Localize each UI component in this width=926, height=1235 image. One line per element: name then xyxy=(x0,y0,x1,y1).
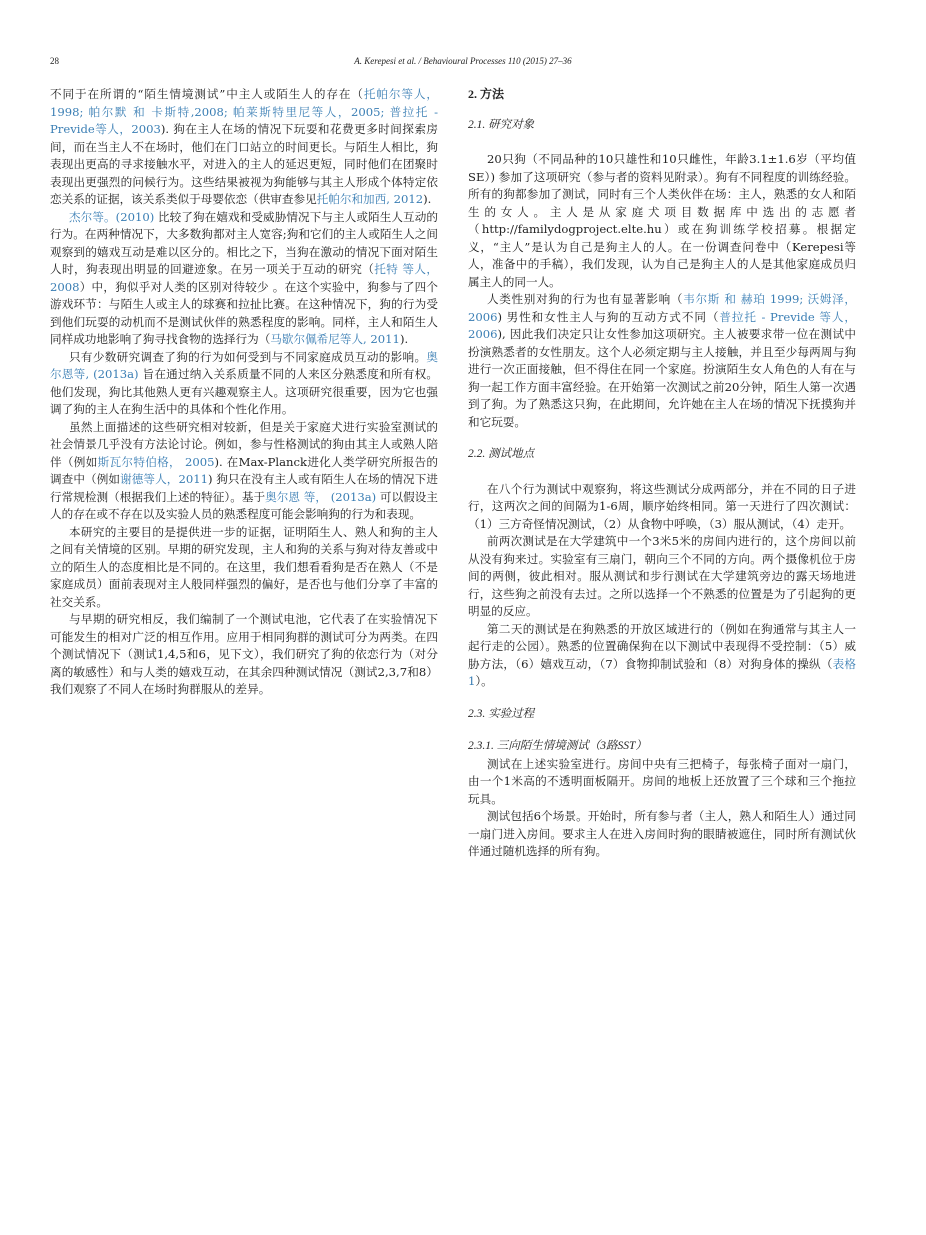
citation-link[interactable]: 奥尔恩等, (2013a) xyxy=(50,349,438,381)
section-heading: 2. 方法 xyxy=(468,87,505,101)
paragraph: 不同于在所谓的“陌生情境测试”中主人或陌生人的存在（托帕尔等人， 1998; 帕尔默 和 卡斯特,2008; 帕莱斯特里尼等人，2005; 普拉托 - Previde等人，2003). 狗在主人在场的情况下玩耍和花费更多时间探索房间，而在当主人不在场时，他们在门口站立的时间更长。与陌生人相比，狗表现出更高的寻求接触水平，对进入的主人的延迟更短，同时他们在团聚时表现出更强烈的问候行为。这些结果被视为狗能够与其主人形成个体特定依恋关系的证据，该关系类似于母婴依恋（供审查参见托帕尔和加西, 2012). xyxy=(50,87,438,206)
citation-link[interactable]: 斯瓦尔特伯格， 2005 xyxy=(97,454,215,469)
paragraph: 杰尔等。(2010) 比较了狗在嬉戏和受威胁情况下与主人或陌生人互动的行为。在两种情况下，大多数狗都对主人宽容;狗和它们的主人或陌生人之间观察到的嬉戏互动是难以区分的。相比之下，当狗在激动的情况下面对陌生人时，狗表现出明显的回避迹象。在另一项关于互动的研究（托特 等人， 2008）中，狗似乎对人类的区别对待较少 。在这个实验中，狗参与了四个游戏环节：与陌生人或主人的球赛和拉扯比赛。在这种情况下，狗的行为受到他们玩耍的动机而不是测试伙伴的熟悉程度的影响。同样，主人和陌生人同样成功地影响了狗寻找食物的选择行为（马歇尔佩希尼等人, 2011). xyxy=(50,209,438,346)
citation-link[interactable]: 托帕尔等人， 1998; 帕尔默 和 卡斯特,2008; 帕莱斯特里尼等人，2005; 普拉托 - Previde等人，2003 xyxy=(50,87,438,136)
paragraph: 20只狗（不同品种的10只雄性和10只雌性，年龄3.1±1.6岁（平均值SE）) 参加了这项研究（参与者的资料见附录）。狗有不同程度的训练经验。所有的狗都参加了测试，同时有三个人类伙伴在场：主人，熟悉的女人和陌生的女人。主人是从家庭犬项目数据库中选出的志愿者（http://familydogproject.elte.hu）或在狗训练学校招募。根据定义，“主人”是认为自己是狗主人的人。在一份调查问卷中（Kerepesi等人，准备中的手稿），我们发现，认为自己是狗主人的人是其他家庭成员归属主人的同一人。 xyxy=(468,152,856,289)
subsection-heading: 2.2. 测试地点 xyxy=(468,448,535,460)
right-column xyxy=(468,86,856,861)
paragraph: 本研究的主要目的是提供进一步的证据，证明陌生人、熟人和狗的主人之间有关情境的区别。早期的研究发现，主人和狗的关系与狗对待友善或中立的陌生人的态度相比是不同的。在这里，我们想看看狗是否在熟人（不是家庭成员）面前表现对主人般同样强烈的偏好，是否也与他们分享了丰富的社交关系。 xyxy=(50,524,438,609)
citation-link[interactable]: 普拉托 - Previde 等人， 2006 xyxy=(468,309,856,341)
subsection-heading: 2.1. 研究对象 xyxy=(468,118,535,131)
paragraph: 第二天的测试是在狗熟悉的开放区域进行的（例如在狗通常与其主人一起行走的公园）。熟悉的位置确保狗在以下测试中表现得不受控制：（5）威胁方法，（6）嬉戏互动，（7）食物抑制试验和（8）对狗身体的操纵（表格1）。 xyxy=(468,621,856,688)
subsection-heading: 2.3. 实验过程 xyxy=(468,707,535,720)
running-header xyxy=(50,56,876,70)
paragraph: 测试在上述实验室进行。房间中央有三把椅子，每张椅子面对一扇门，由一个1米高的不透明面板隔开。房间的地板上还放置了三个球和三个拖拉玩具。 xyxy=(468,756,856,806)
table-link[interactable]: 表格1 xyxy=(468,656,856,688)
paragraph: 人类性别对狗的行为也有显著影响（韦尔斯 和 赫珀 1999; 沃姆泽， 2006) 男性和女性主人与狗的互动方式不同（普拉托 - Previde 等人， 2006), 因此我们决定只让女性参加这项研究。主人被要求带一位在测试中扮演熟悉者的女性朋友。这个人必须定期与主人接触，并且至少每两周与狗进行一次正面接触，但不得住在同一个家庭。扮演陌生女人角色的人有在与狗一起工作方面丰富经验。在开始第一次测试之前20分钟，陌生人第一次遇到了狗。为了熟悉这只狗，在此期间，允许她在主人在场的情况下抚摸狗并和它玩耍。 xyxy=(468,292,856,429)
paragraph: 与早期的研究相反，我们编制了一个测试电池，它代表了在实验情况下可能发生的相对广泛的相互作用。应用于相同狗群的测试可分为两类。在四个测试情况下（测试1,4,5和6，见下文），我们研究了狗的依恋行为（对分离的敏感性）和与人类的嬉戏互动，在其余四种测试情况（测试2,3,7和8）我们观察了不同人在场时狗群服从的差异。 xyxy=(50,612,438,696)
paragraph: 前两次测试是在大学建筑中一个3米5米的房间内进行的，这个房间以前从没有狗来过。实验室有三扇门，朝向三个不同的方向。两个摄像机位于房间的两侧，彼此相对。服从测试和步行测试在大学建筑旁边的露天场地进行，这些狗之前没有去过。之所以选择一个不熟悉的位置是为了引起狗的更明显的反应。 xyxy=(468,534,856,618)
page-number: 28 xyxy=(50,56,59,66)
citation-link[interactable]: 托帕尔和加西, 2012 xyxy=(316,192,424,206)
paragraph: 在八个行为测试中观察狗，将这些测试分成两部分，并在不同的日子进行，这两次之间的间隔为1-6周，顺序始终相同。第一天进行了四次测试：（1）三方奇怪情况测试，（2）从食物中呼唤，（3）服从测试，（4）走开。 xyxy=(468,481,856,531)
citation-link[interactable]: 杰尔等。(2010) xyxy=(69,209,155,224)
citation-link[interactable]: 谢德等人，2011 xyxy=(120,472,208,486)
citation-link[interactable]: 奥尔恩 等， (2013a) xyxy=(265,489,377,504)
subsubsection-heading: 2.3.1. 三向陌生情境测试（3路SST） xyxy=(468,740,647,752)
paragraph: 测试包括6个场景。开始时，所有参与者（主人，熟人和陌生人）通过同一扇门进入房间。要求主人在进入房间时狗的眼睛被遮住，同时所有测试伙伴通过随机选择的所有狗。 xyxy=(468,809,856,858)
citation-link[interactable]: 韦尔斯 和 赫珀 1999; 沃姆泽， 2006 xyxy=(468,292,856,324)
citation-link[interactable]: 托特 等人， 2008 xyxy=(50,262,438,294)
paragraph: 虽然上面描述的这些研究相对较新，但是关于家庭犬进行实验室测试的社会情景几乎没有方法论讨论。例如，参与性格测试的狗由其主人或熟人陪伴（例如斯瓦尔特伯格， 2005). 在Max-Planck进化人类学研究所报告的调查中（例如谢德等人，2011) 狗只在没有主人或有陌生人在场的情况下进行常规检测（根据我们上述的特征）。基于奥尔恩 等， (2013a) 可以假设主人的存在或不存在以及实验人员的熟悉程度可能会影响狗的行为和表现。 xyxy=(50,419,438,521)
left-column xyxy=(50,86,438,699)
citation-link[interactable]: 马歇尔佩希尼等人, 2011 xyxy=(270,332,400,346)
journal-citation: A. Kerepesi et al. / Behavioural Processes 110 (2015) 27–36 xyxy=(354,56,572,66)
paragraph: 只有少数研究调查了狗的行为如何受到与不同家庭成员互动的影响。奥尔恩等, (2013a) 旨在通过纳入关系质量不同的人来区分熟悉度和所有权。他们发现，狗比其他熟人更有兴趣观察主人。这项研究很重要，因为它也强调了狗的主人在狗生活中的具体和个性化作用。 xyxy=(50,349,438,416)
